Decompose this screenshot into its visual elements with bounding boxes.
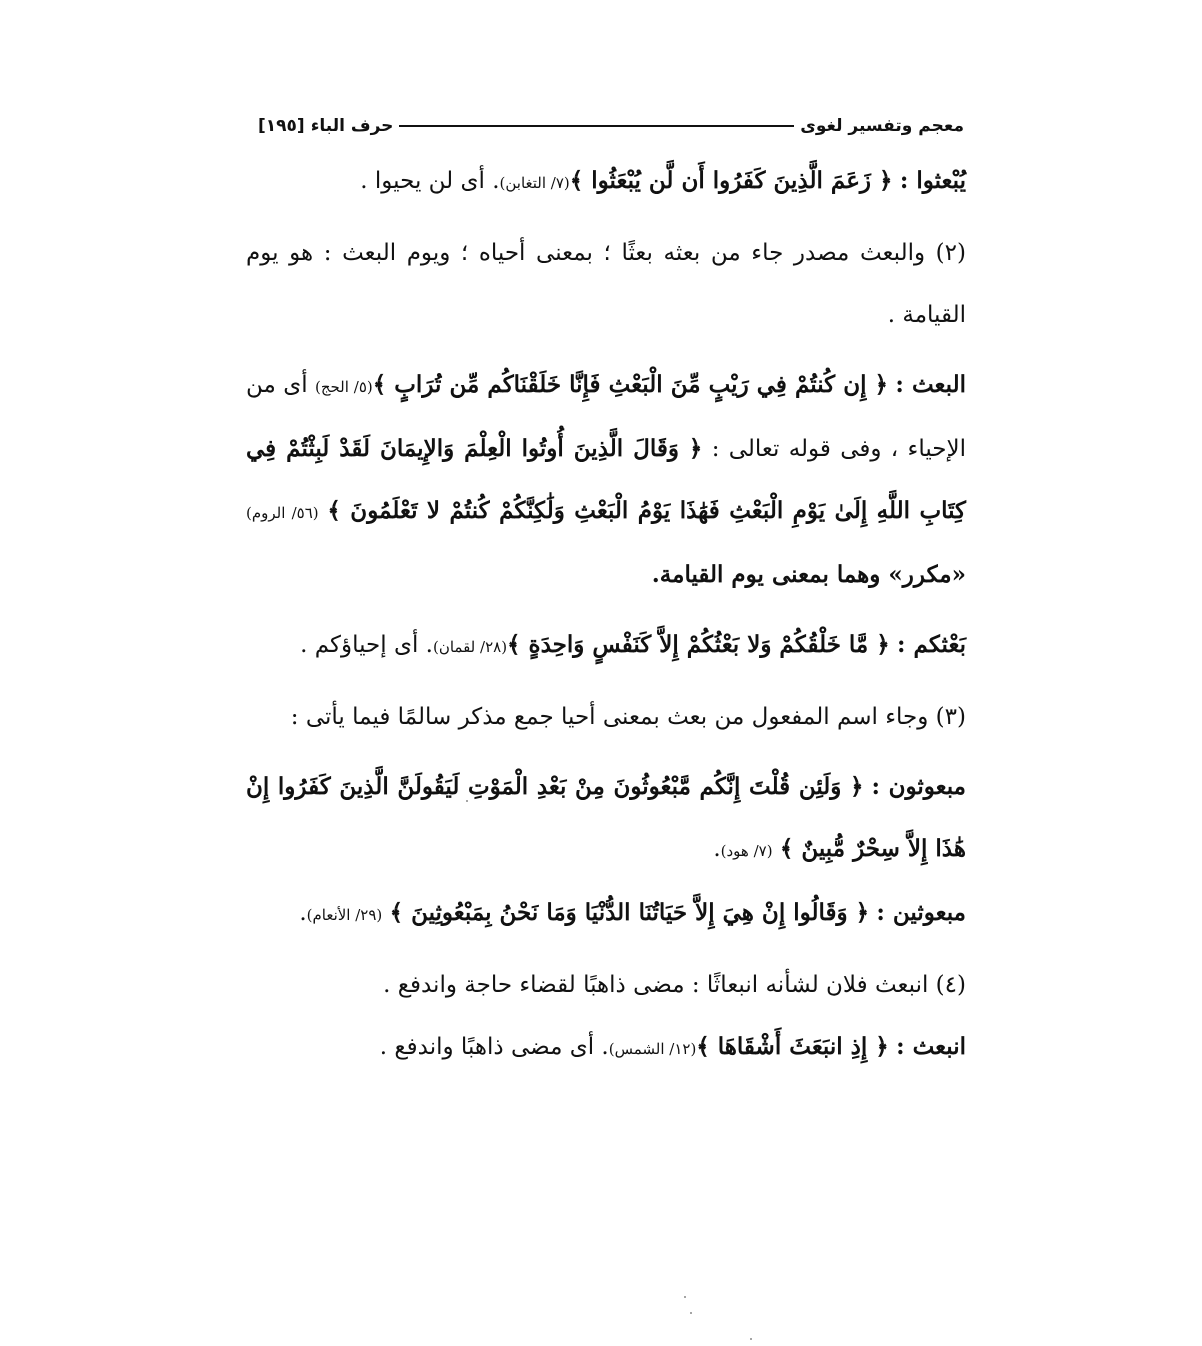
scan-speck: [466, 800, 468, 802]
quran-verse: ﴿ إِذِ انبَعَثَ أَشْقَاهَا ﴾: [696, 1033, 889, 1060]
entry-mabuthin: [246, 882, 966, 946]
page-body: [246, 150, 966, 1080]
paragraph-2: (٢) والبعث مصدر جاء من بعثه بعثًا ؛ بمعنى أحياه ؛ ويوم البعث : هو يوم القيامة .: [246, 240, 966, 328]
entry-gloss: «مكرر» وهما بمعنى يوم القيامة.: [651, 561, 966, 588]
verse-reference: (٧/ هود): [720, 842, 773, 860]
scan-speck: [750, 1338, 752, 1340]
entry-inbatha: [246, 1016, 966, 1080]
entry-gloss: .: [713, 836, 721, 862]
verse-reference: (٢٨/ لقمان): [432, 638, 508, 656]
verse-reference: (٢٩/ الأنعام): [306, 906, 383, 924]
entry-headword: بَعْثكم :: [897, 631, 966, 658]
verse-reference: (٥/ الحج): [314, 378, 373, 396]
entry-albath: [246, 354, 966, 606]
quran-verse: ﴿ مَّا خَلْقُكُمْ وَلا بَعْثُكُمْ إِلاَّ كَنَفْسٍ وَاحِدَةٍ ﴾: [507, 631, 890, 658]
header-rule: [399, 125, 794, 127]
entry-yubathu: [246, 150, 966, 214]
entry-gloss: . أى لن يحيوا .: [360, 168, 500, 194]
entry-headword: يُبْعثوا :: [899, 167, 966, 194]
scan-speck: [690, 1312, 692, 1314]
section-title: حرف الباء: [310, 116, 394, 136]
entry-headword: مبعوثين :: [876, 899, 966, 926]
quran-verse: ﴿ وَقَالُوا إِنْ هِيَ إِلاَّ حَيَاتُنَا الدُّنْيَا وَمَا نَحْنُ بِمَبْعُوثِينَ ﴾: [389, 899, 870, 926]
page-number: [١٩٥]: [258, 116, 305, 136]
paragraph-3: (٣) وجاء اسم المفعول من بعث بمعنى أحيا جمع مذكر سالمًا فيما يأتى :: [290, 704, 966, 730]
verse-reference: (٧/ التغابن): [499, 174, 570, 192]
verse-reference: (١٢/ الشمس): [608, 1040, 697, 1058]
quran-verse: ﴿ زَعَمَ الَّذِينَ كَفَرُوا أَن لَّن يُبْعَثُوا ﴾: [569, 167, 893, 194]
entry-gloss: . أى مضى ذاهبًا واندفع .: [379, 1034, 609, 1060]
paragraph-4: (٤) انبعث فلان لشأنه انبعاثًا : مضى ذاهبًا لقضاء حاجة واندفع .: [383, 972, 966, 998]
verse-reference-2: (٥٦/ الروم): [246, 504, 319, 522]
quran-verse: ﴿ وَلَئِن قُلْتَ إِنَّكُم مَّبْعُوثُونَ مِنْ بَعْدِ الْمَوْتِ لَيَقُولَنَّ الَّذِينَ كَفَرُوا إِنْ هَٰذَا إِلاَّ سِحْرٌ مُّبِينٌ ﴾: [246, 773, 966, 862]
entry-headword: انبعث :: [896, 1033, 966, 1060]
entry-headword: مبعوثون :: [871, 773, 966, 800]
entry-bathukum: [246, 614, 966, 678]
entry-mabuthun: [246, 756, 966, 882]
entry-gloss: . أى إحياؤكم .: [300, 632, 433, 658]
book-title: معجم وتفسير لغوى: [800, 116, 964, 136]
quran-verse: ﴿ إِن كُنتُمْ فِي رَيْبٍ مِّنَ الْبَعْثِ فَإِنَّا خَلَقْنَاكُم مِّن تُرَابٍ ﴾: [372, 371, 889, 398]
page-header: [258, 112, 964, 140]
entry-text: أى من الإحياء ، وفى قوله تعالى :: [246, 372, 966, 462]
entry-gloss: .: [299, 900, 307, 926]
quran-verse-2: ﴿ وَقَالَ الَّذِينَ أُوتُوا الْعِلْمَ وَالإِيمَانَ لَقَدْ لَبِثْتُمْ فِي كِتَابِ اللَّهِ إِلَىٰ يَوْمِ الْبَعْثِ فَهَٰذَا يَوْمُ الْبَعْثِ وَلَٰكِنَّكُمْ كُنتُمْ لا تَعْلَمُونَ ﴾: [246, 435, 966, 524]
entry-headword: البعث :: [895, 371, 966, 398]
scan-speck: [684, 1296, 686, 1298]
